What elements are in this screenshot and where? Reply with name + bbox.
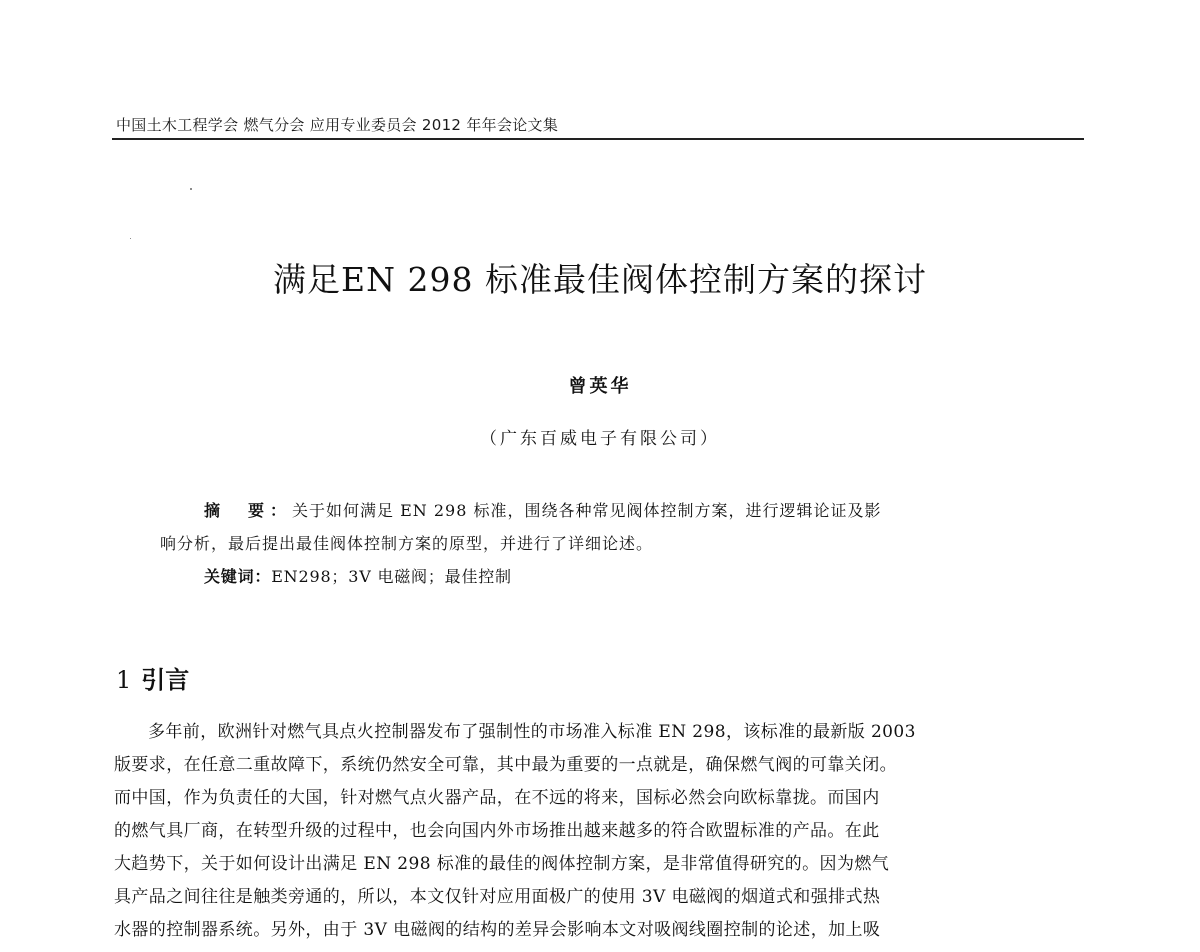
author-name: 曾英华	[568, 376, 632, 397]
abstract-block	[160, 494, 1060, 560]
header-rule	[112, 138, 1084, 140]
section-number: 1	[116, 666, 132, 694]
paper-title: 满足EN 298 标准最佳阀体控制方案的探讨	[273, 260, 927, 299]
abstract-text-1: 关于如何满足 EN 298 标准，围绕各种常见阀体控制方案，进行逻辑论证及影	[292, 501, 882, 520]
keywords-text: EN298；3V 电磁阀；最佳控制	[271, 567, 512, 586]
abstract-line-2: 响分析，最后提出最佳阀体控制方案的原型，并进行了详细论述。	[160, 534, 654, 553]
section-title: 引言	[141, 665, 190, 694]
keywords-line	[204, 564, 512, 587]
section-heading	[116, 660, 189, 695]
body-line: 版要求，在任意二重故障下，系统仍然安全可靠，其中最为重要的一点就是，确保燃气阀的可靠关闭。	[114, 755, 897, 775]
body-line: 的燃气具厂商，在转型升级的过程中，也会向国内外市场推出越来越多的符合欧盟标准的产品。在此	[114, 821, 880, 841]
keywords-label: 关键词：	[204, 567, 272, 586]
body-line: 水器的控制器系统。另外，由于 3V 电磁阀的结构的差异会影响本文对吸阀线圈控制的论述，加上吸	[114, 920, 881, 940]
body-paragraph	[114, 716, 1084, 947]
scan-speck	[130, 238, 131, 239]
body-line: 而中国，作为负责任的大国，针对燃气点火器产品，在不远的将来，国标必然会向欧标靠拢。而国内	[114, 788, 880, 808]
body-line: 具产品之间往往是触类旁通的，所以，本文仅针对应用面极广的使用 3V 电磁阀的烟道式和强排式热	[114, 887, 881, 907]
abstract-label: 摘 要：	[204, 501, 293, 520]
scan-speck	[190, 188, 192, 190]
abstract-line-1	[160, 494, 1060, 527]
author-affiliation: （广东百威电子有限公司）	[480, 429, 720, 449]
body-line: 大趋势下，关于如何设计出满足 EN 298 标准的最佳的阀体控制方案，是非常值得研究的。因为燃气	[114, 854, 890, 874]
running-header: 中国土木工程学会 燃气分会 应用专业委员会 2012 年年会论文集	[116, 116, 559, 134]
body-line: 多年前，欧洲针对燃气具点火控制器发布了强制性的市场准入标准 EN 298，该标准的最新版 2003	[148, 722, 916, 742]
